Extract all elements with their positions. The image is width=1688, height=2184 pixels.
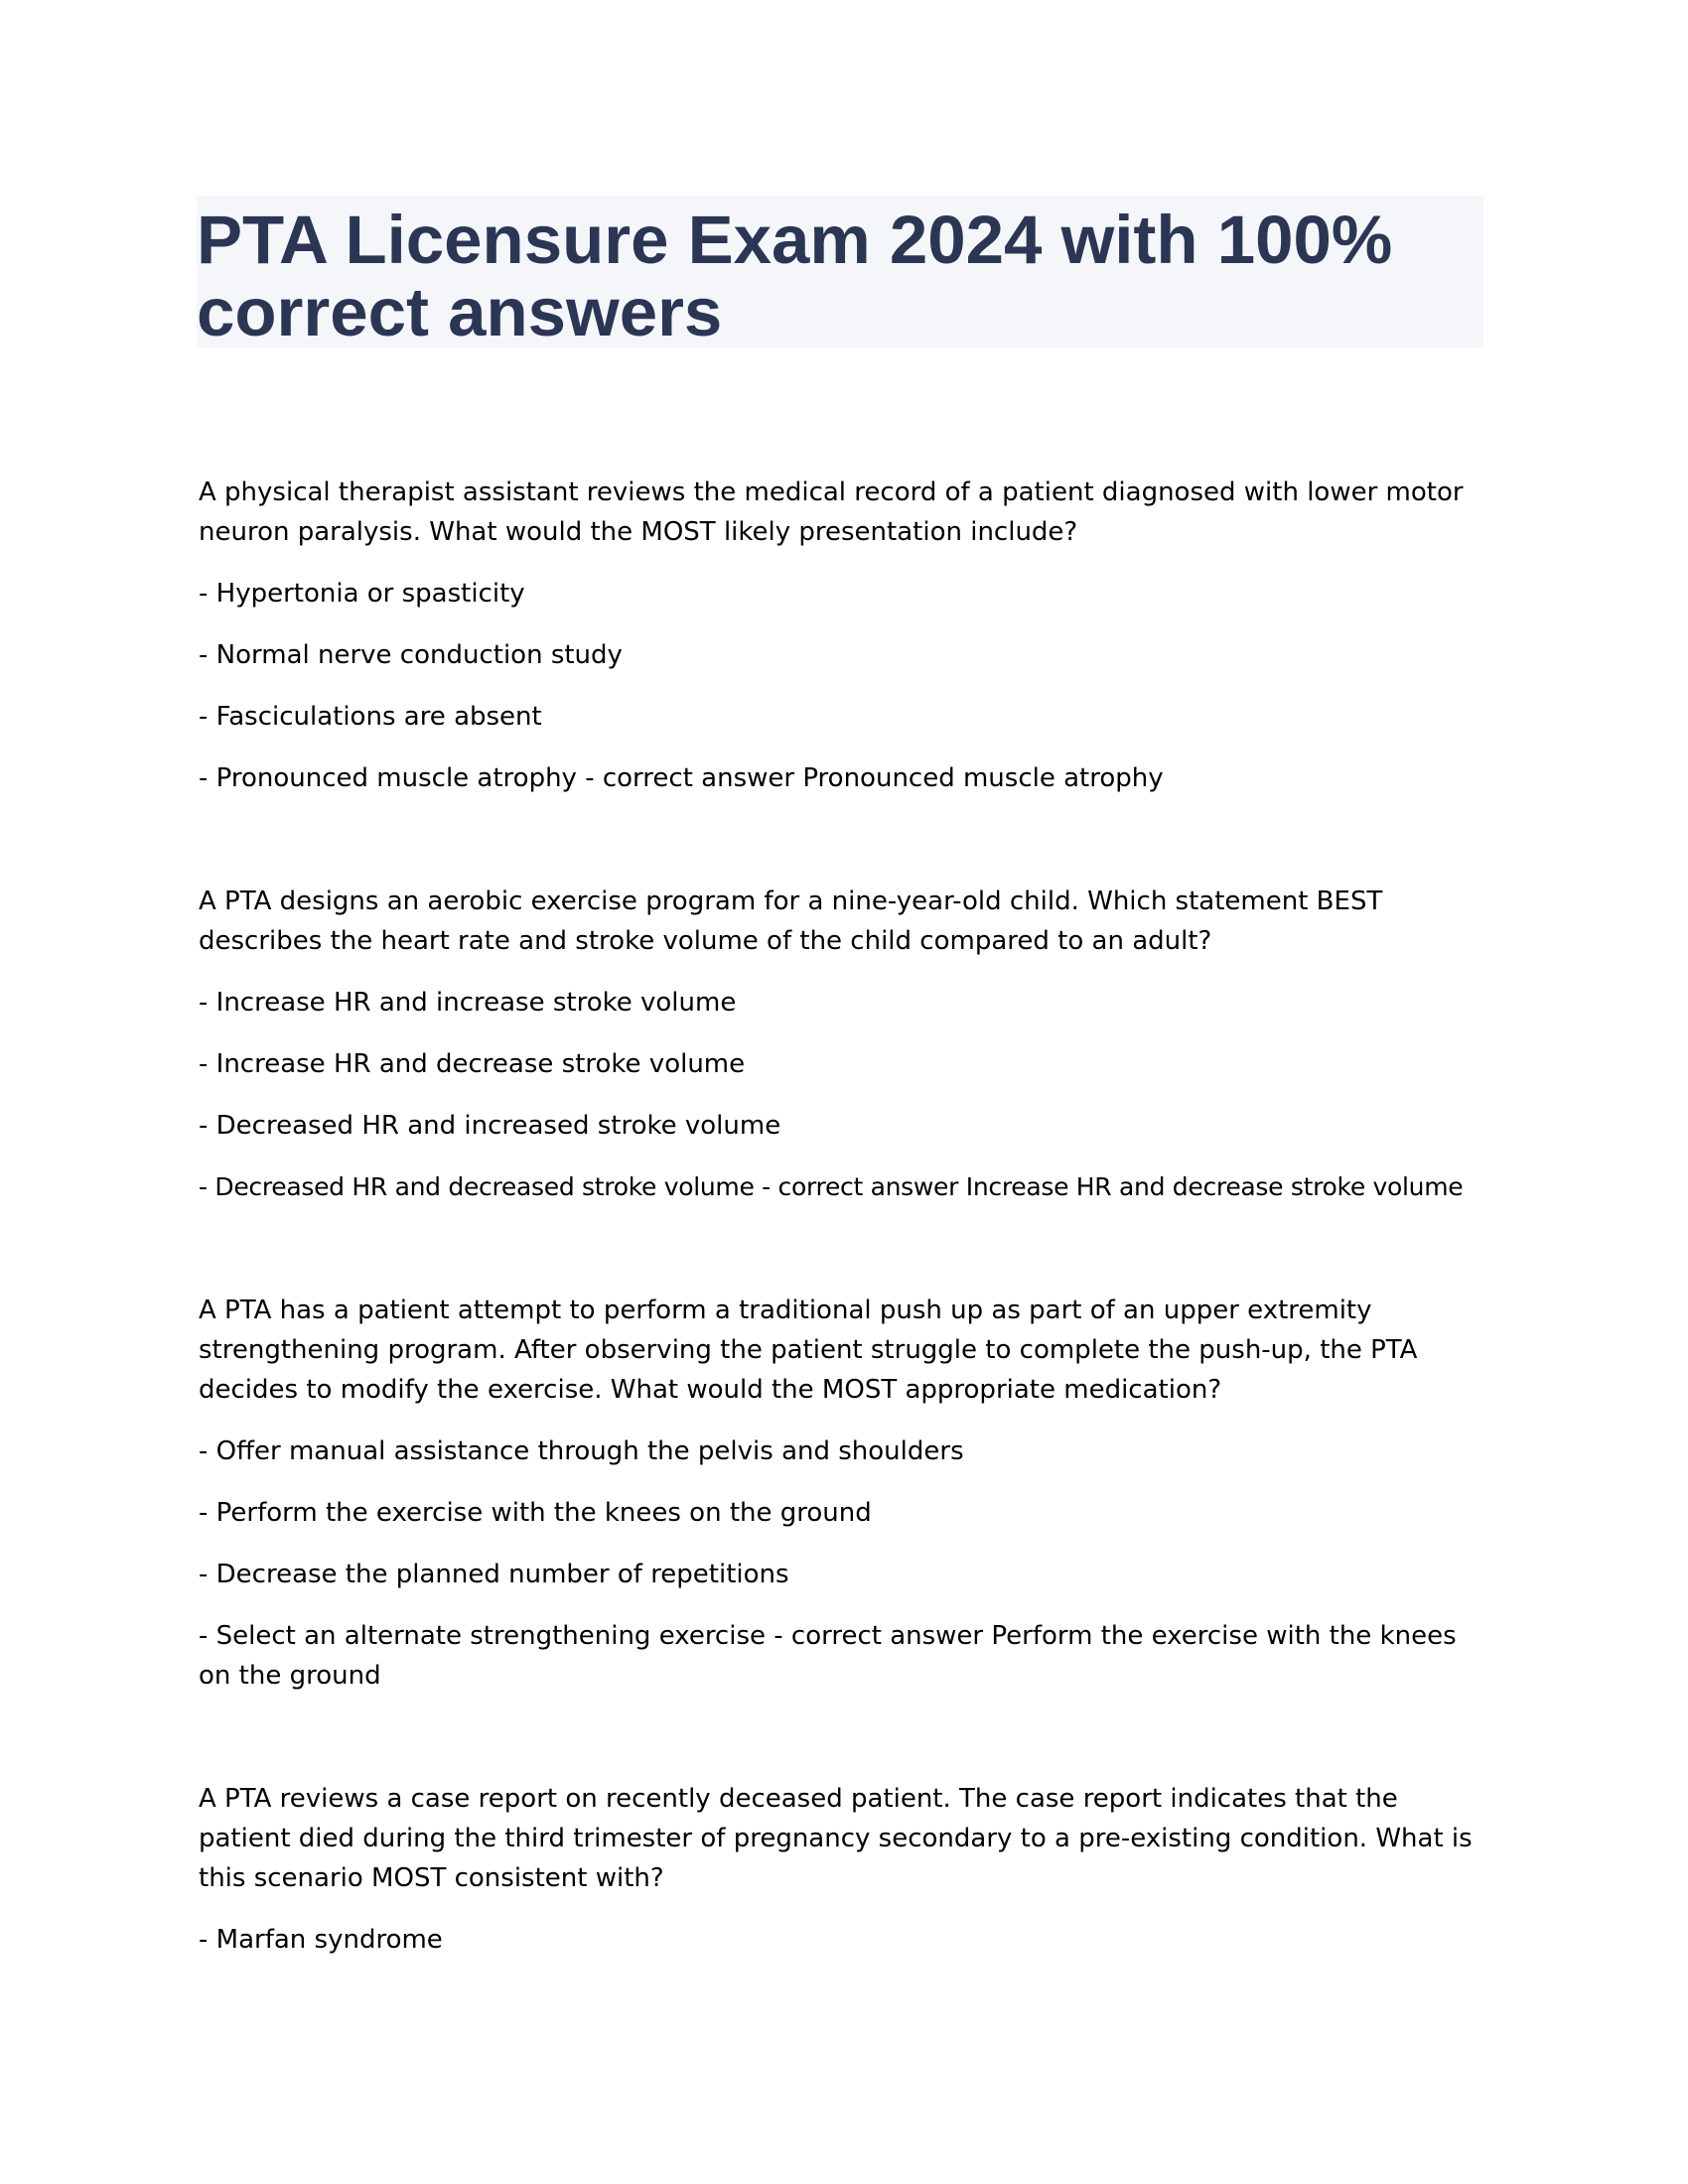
document-title-line-2: correct answers	[197, 274, 723, 350]
question-block-2	[199, 882, 1489, 1207]
answer-option: - Increase HR and decrease stroke volume	[199, 1049, 746, 1079]
answer-option-with-correct-answer: - Select an alternate strengthening exercise - correct answer Perform the exercise with the knees on the ground	[199, 1621, 1457, 1691]
question-text: A PTA reviews a case report on recently deceased patient. The case report indicates that the patient died during the third trimester of pregnancy secondary to a pre-existing condition. What is this scenario MOST consistent with?	[199, 1784, 1473, 1893]
answer-option: - Decrease the planned number of repetitions	[199, 1560, 789, 1589]
question-text: A PTA has a patient attempt to perform a traditional push up as part of an upper extremity strengthening program. After observing the patient struggle to complete the push-up, the PTA decides to modify the exercise. What would the MOST appropriate medication?	[199, 1296, 1418, 1405]
answer-option: - Marfan syndrome	[199, 1925, 443, 1955]
answer-option: - Perform the exercise with the knees on the ground	[199, 1498, 872, 1528]
title-banner	[197, 196, 1483, 350]
answer-option: - Hypertonia or spasticity	[199, 579, 525, 609]
question-list	[199, 473, 1489, 2043]
answer-option-with-correct-answer: - Decreased HR and decreased stroke volume - correct answer Increase HR and decrease stroke volume	[199, 1172, 1464, 1201]
question-block-3	[199, 1291, 1489, 1696]
question-block-1	[199, 473, 1489, 798]
question-text: A physical therapist assistant reviews the medical record of a patient diagnosed with lower motor neuron paralysis. What would the MOST likely presentation include?	[199, 478, 1464, 547]
answer-option-with-correct-answer: - Pronounced muscle atrophy - correct answer Pronounced muscle atrophy	[199, 763, 1164, 793]
answer-option: - Offer manual assistance through the pelvis and shoulders	[199, 1436, 964, 1466]
question-block-4	[199, 1779, 1489, 1960]
document-title-line-1: PTA Licensure Exam 2024 with 100%	[197, 202, 1393, 278]
answer-option: - Increase HR and increase stroke volume	[199, 988, 737, 1018]
answer-option: - Decreased HR and increased stroke volume	[199, 1111, 781, 1141]
answer-option: - Fasciculations are absent	[199, 702, 542, 732]
question-text: A PTA designs an aerobic exercise program for a nine-year-old child. Which statement BEST describes the heart rate and stroke volume of the child compared to an adult?	[199, 887, 1383, 956]
answer-option: - Normal nerve conduction study	[199, 640, 623, 670]
